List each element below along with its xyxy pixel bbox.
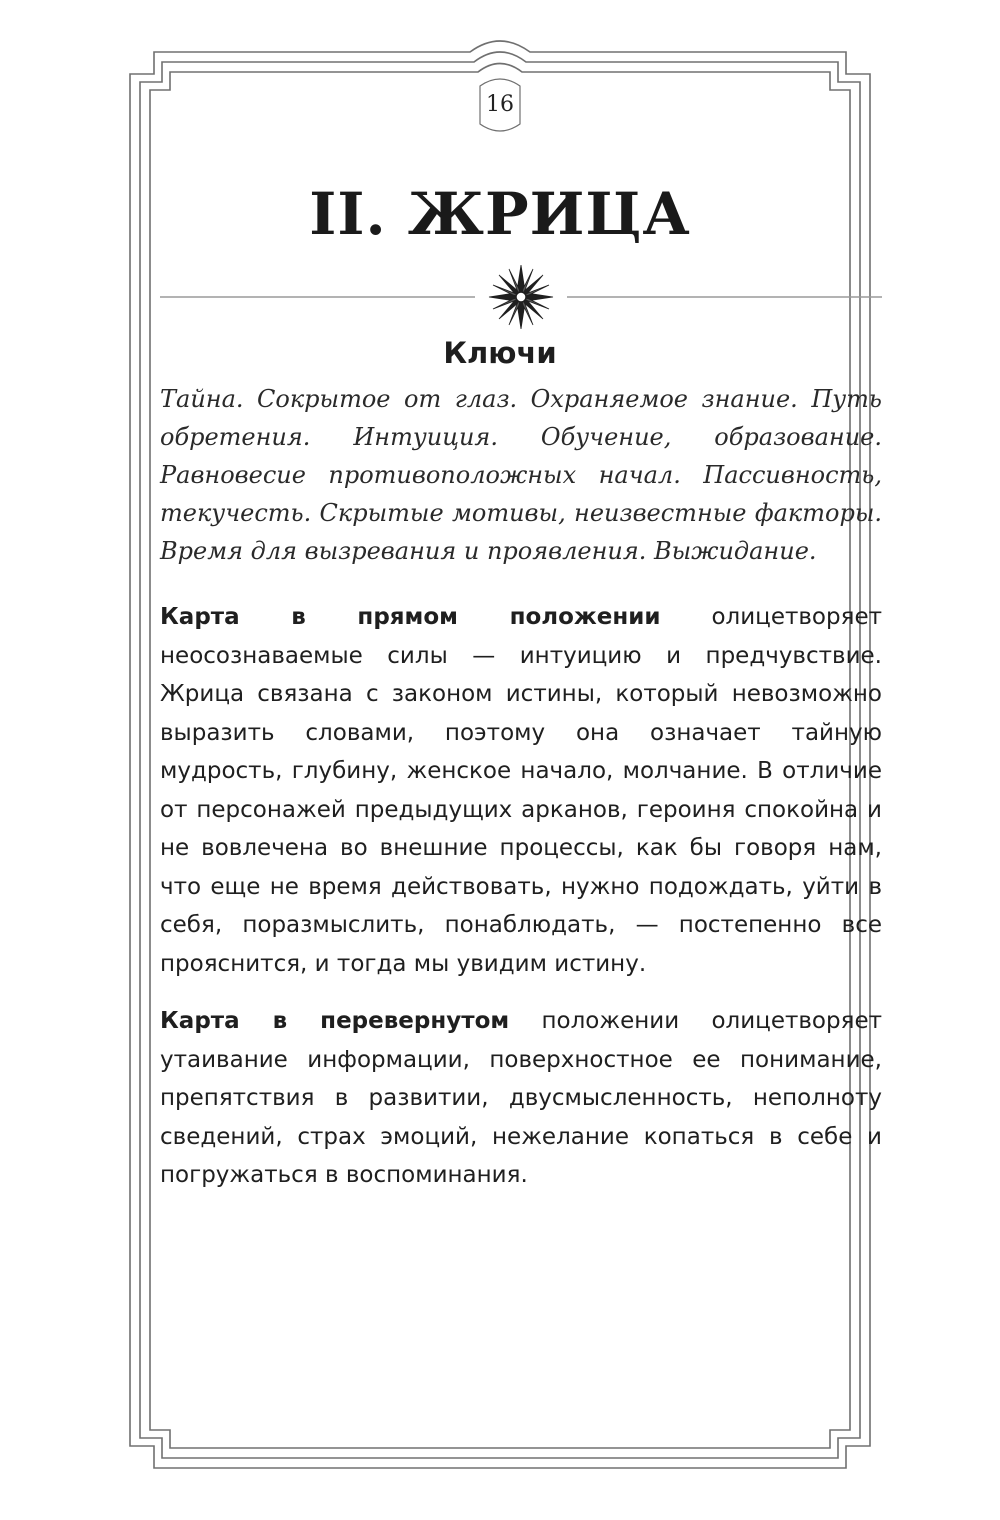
upright-paragraph <box>160 598 882 983</box>
reversed-paragraph <box>160 1002 882 1195</box>
star-divider <box>160 262 882 332</box>
upright-text: олицетворяет неосознаваемые силы — интуицию и предчувствие. Жрица связана с законом истины, который невозможно выразить словами, поэтому она означает тайную мудрость, глубину, женское начало, молчание. В отличие от персонажей предыдущих арканов, героиня спокойна и не вовлечена во внешние процессы, как бы говоря нам, что еще не время действовать, нужно подождать, уйти в себя, поразмыслить, понаблюдать, — постепенно все прояснится, и тогда мы увидим истину. <box>160 604 882 977</box>
reversed-text: положении олицетворяет утаивание информации, поверхностное ее понимание, препятствия в развитии, двусмысленность, неполноту сведений, страх эмоций, нежелание копаться в себе и погружаться в воспоминания. <box>160 1008 882 1188</box>
keys-text: Тайна. Сокрытое от глаз. Охраняемое знание. Путь обретения. Интуиция. Обучение, образование. Равновесие противоположных начал. Пассивность, текучесть. Скрытые мотивы, неизвестные факторы. Время для вызревания и проявления. Выжидание. <box>160 385 882 565</box>
chapter-title: II. ЖРИЦА <box>309 180 691 248</box>
upright-lead: Карта в прямом положении <box>160 604 661 630</box>
reversed-lead: Карта в перевернутом <box>160 1008 510 1034</box>
compass-star-icon <box>489 265 553 329</box>
keys-heading: Ключи <box>443 336 557 370</box>
page-number: 16 <box>486 92 514 117</box>
